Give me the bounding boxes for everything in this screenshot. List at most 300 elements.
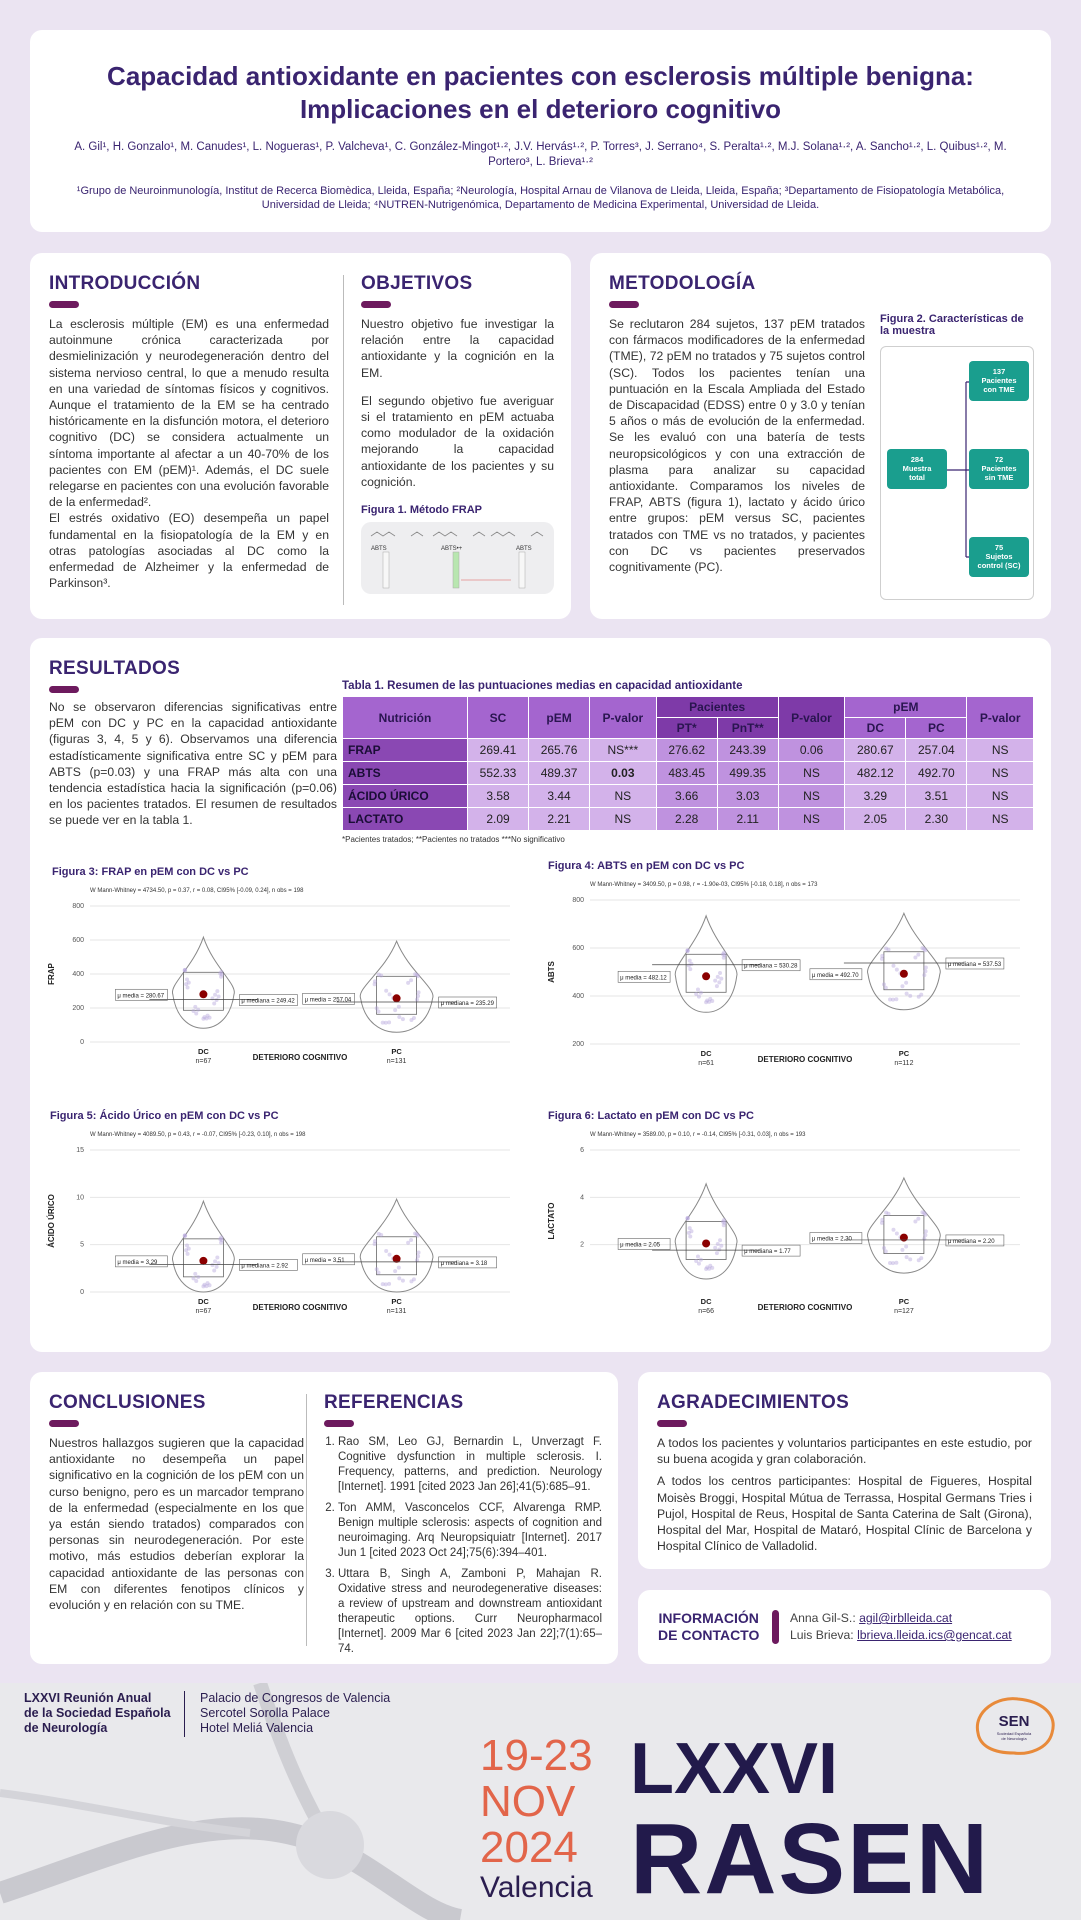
violin-shape: [675, 1184, 737, 1279]
agradecimientos-title: AGRADECIMIENTOS: [657, 1392, 850, 1413]
y-tick-label: 400: [72, 971, 84, 978]
x-axis-label: DETERIORO COGNITIVO: [252, 1053, 348, 1062]
table-cell: 257.04: [906, 739, 967, 762]
violin-shape: [172, 1201, 234, 1292]
data-point: [880, 957, 884, 961]
frap-method-figure: [361, 522, 554, 594]
y-tick-label: 10: [76, 1194, 84, 1202]
mean-point: [702, 972, 710, 980]
data-point: [193, 1005, 197, 1009]
reference-item: 3. Uttara B, Singh A, Zamboni P, Mahajan R. Oxidative stress and neurodegenerative diseases: a review of upstream and downstream antioxidant therapeutic options. Curr Neuropharmacol [Internet]. 2009 Mar 6 [cited 2023 Jan 22];7(1):65–74.: [338, 1567, 602, 1657]
data-point: [721, 1220, 725, 1224]
column-divider: [306, 1394, 307, 1646]
box-sin-tme: 72 Pacientes sin TME: [969, 449, 1029, 489]
data-point: [694, 992, 698, 996]
title-bar: [657, 1420, 687, 1427]
sample-diagram: [880, 346, 1034, 600]
table-cell: 3.29: [845, 785, 906, 808]
data-point: [719, 977, 723, 981]
n-label: n=112: [894, 1060, 914, 1067]
data-point: [406, 981, 410, 985]
y-tick-label: 200: [572, 1041, 584, 1048]
data-point: [186, 986, 190, 990]
data-point: [387, 1282, 391, 1286]
plot-frap-svg: [40, 878, 530, 1090]
data-point: [212, 1269, 216, 1273]
y-tick-label: 600: [72, 937, 84, 944]
data-point: [891, 1228, 895, 1232]
data-point: [196, 1008, 200, 1012]
row-label: ABTS: [343, 762, 468, 785]
table-title: Tabla 1. Resumen de las puntuaciones medias en capacidad antioxidante: [342, 680, 743, 692]
table-cell: 2.28: [656, 808, 717, 831]
plot-frap: [40, 866, 530, 1098]
objetivos-title: OBJETIVOS: [361, 273, 473, 294]
plot-abts: [540, 860, 1040, 1098]
data-point: [218, 972, 222, 976]
table-cell: 265.76: [529, 739, 590, 762]
data-point: [884, 1249, 888, 1253]
n-label: n=127: [894, 1308, 914, 1315]
reference-item: 2. Ton AMM, Vasconcelos CCF, Alvarenga RMP. Benign multiple sclerosis: aspects of cognition and neuroimaging. Arq Neuropsiquiatr [Internet]. 2017 Jun 1 [cited 2023 Oct 24];75(6):394–401.: [338, 1501, 602, 1561]
intro-p1: La esclerosis múltiple (EM) es una enfermedad autoinmune crónica caracterizada por desmielinización y neurodegeneración dentro del sistema nervioso central, lo que a menudo resulta en una variedad de síntomas físicos y cognitivos. Aunque el tratamiento de la EM se ha centrado históricamente en la disfunción motora, el deterioro cognitivo (DC) se considera actualmente un síntoma importante al afectar a un 40-70% de los pacientes con EM (pEM)¹. Además, el DC suele relegarse en pacientes con una evolución favorable de la enfermedad².: [49, 317, 329, 510]
mean-point: [702, 1239, 710, 1247]
data-point: [409, 1279, 413, 1283]
data-point: [884, 986, 888, 990]
data-point: [388, 1253, 392, 1257]
data-point: [713, 1246, 717, 1250]
fig1-label-2: ABTS•+: [441, 546, 463, 553]
y-tick-label: 800: [572, 897, 584, 904]
data-point: [694, 1259, 698, 1263]
data-point: [401, 1017, 405, 1021]
agradecimientos-p2: A todos los centros participantes: Hospital de Figueres, Hospital Moisès Broggi, Hospital Mútua de Terrassa, Hospital Germans Tries i Pujol, Hospital de Reus, Hospital de Santa Caterina de Salt (Girona), Hospital del Mar, Hospital de Mataró, Hospital Clínic de Barcelona y Hospital Clínico de Valladolid.: [657, 1474, 1032, 1554]
mean-point: [199, 1257, 207, 1265]
y-axis-label: ÁCIDO ÚRICO: [47, 1194, 56, 1248]
mean-point: [199, 990, 207, 998]
mean-point: [393, 994, 401, 1002]
data-point: [718, 971, 722, 975]
table-cell: 0.06: [778, 739, 845, 762]
th-pem: pEM: [529, 697, 590, 739]
header-card: [30, 30, 1051, 232]
data-point: [416, 1234, 420, 1238]
category-label: DC: [700, 1049, 712, 1058]
data-point: [415, 998, 419, 1002]
table-cell: 276.62: [656, 739, 717, 762]
th-dc: DC: [845, 718, 906, 739]
box-tme: 137 Pacientes con TME: [969, 361, 1029, 401]
data-point: [710, 1266, 714, 1270]
violin-shape: [868, 913, 941, 1009]
x-axis-label: DETERIORO COGNITIVO: [757, 1303, 853, 1312]
data-point: [721, 952, 725, 956]
references-list: [324, 1435, 602, 1657]
fig2-title: Figura 2. Características de la muestra: [880, 313, 1024, 337]
stat-label: W Mann-Whitney = 4734.50, p = 0.37, r = 0.08, CI95% [-0.09, 0.24], n obs = 198: [90, 888, 304, 894]
data-point: [913, 955, 917, 959]
table-cell: 499.35: [717, 762, 778, 785]
y-tick-label: 4: [580, 1194, 584, 1202]
title-bar: [609, 301, 639, 308]
plot-abts-svg: [540, 872, 1040, 1092]
median-label: μ mediana = 537.53: [947, 961, 1002, 968]
column-divider: [343, 275, 344, 605]
data-point: [377, 1010, 381, 1014]
title-bar: [49, 1420, 79, 1427]
contact-label: INFORMACIÓN DE CONTACTO: [658, 1610, 760, 1643]
table-cell: 0.03: [590, 762, 657, 785]
data-point: [208, 1283, 212, 1287]
data-point: [894, 997, 898, 1001]
data-point: [923, 969, 927, 973]
objetivos-p2: El segundo objetivo fue averiguar si el tratamiento en pEM actuaba como modulador de la oxidación mejorando la capacidad antioxidante de los pacientes y su cognición.: [361, 393, 554, 489]
data-point: [924, 965, 928, 969]
median-label: μ mediana = 1.77: [744, 1249, 791, 1256]
data-point: [202, 1015, 206, 1019]
data-point: [905, 1255, 909, 1259]
data-point: [916, 953, 920, 957]
conclusiones-text: Nuestros hallazgos sugieren que la capacidad antioxidante no desempeña un papel significativo en la cognición de los pEM con un curso benigno, pero es un marcador temprano de la enfermedad (especialmente en los que ya están siendo tratados) comparados con personas sin neurodegeneración. Por este motivo, más estudios deberían explorar la capacidad antioxidante de las personas con EM con diferentes fenotipos clínicos y evolución y en relación con su TME.: [49, 1436, 304, 1613]
contact-1: Anna Gil-S.: agil@irblleida.cat: [790, 1611, 953, 1625]
median-label: μ mediana = 530.28: [744, 963, 798, 970]
data-point: [884, 1211, 888, 1215]
category-label: PC: [898, 1297, 910, 1306]
poster-title: Capacidad antioxidante en pacientes con esclerosis múltiple benigna: Implicaciones en el deterioro cognitivo: [107, 61, 974, 124]
median-label: μ mediana = 3.18: [440, 1260, 488, 1267]
data-point: [416, 994, 420, 998]
data-point: [900, 1248, 904, 1252]
agradecimientos-card: [638, 1372, 1051, 1569]
data-point: [387, 1020, 391, 1024]
resultados-card: [30, 638, 1051, 1352]
y-axis-label: ABTS: [547, 961, 556, 983]
data-point: [401, 1279, 405, 1283]
table-cell: 280.67: [845, 739, 906, 762]
fig1-title: Figura 1. Método FRAP: [361, 504, 482, 517]
data-point: [688, 967, 692, 971]
th-pacientes: Pacientes: [656, 697, 778, 718]
table-cell: 2.09: [468, 808, 529, 831]
metodologia-card: [590, 253, 1051, 619]
data-point: [699, 1258, 703, 1262]
category-label: DC: [197, 1047, 209, 1056]
data-point: [212, 1002, 216, 1006]
data-point: [215, 989, 219, 993]
data-point: [416, 1254, 420, 1258]
y-tick-label: 400: [572, 993, 584, 1000]
category-label: PC: [898, 1049, 910, 1058]
data-point: [922, 973, 926, 977]
data-point: [717, 980, 721, 984]
mean-point: [900, 1234, 908, 1242]
table-cell: NS: [967, 785, 1034, 808]
event-big-title: LXXVI RASEN: [630, 1729, 991, 1915]
table-row: [343, 785, 1034, 808]
fig1-label-3: ABTS: [516, 546, 532, 553]
data-point: [409, 1018, 413, 1022]
data-point: [384, 1249, 388, 1253]
data-point: [415, 1258, 419, 1262]
plot-title: Figura 4: ABTS en pEM con DC vs PC: [548, 860, 745, 872]
th-nutricion: Nutrición: [343, 697, 468, 739]
data-point: [715, 1251, 719, 1255]
data-point: [184, 982, 188, 986]
mean-label: μ media = 3.51: [304, 1257, 345, 1264]
table-cell: 482.12: [845, 762, 906, 785]
table-cell: NS: [778, 808, 845, 831]
table-cell: 3.51: [906, 785, 967, 808]
stat-label: W Mann-Whitney = 4089.50, p = 0.43, r = -0.07, CI95% [-0.23, 0.10], n obs = 198: [90, 1132, 306, 1138]
th-pc: PC: [906, 718, 967, 739]
data-point: [891, 964, 895, 968]
data-point: [904, 1244, 908, 1248]
y-tick-label: 0: [80, 1039, 84, 1046]
plot-title: Figura 6: Lactato en pEM con DC vs PC: [548, 1110, 754, 1122]
th-pnt: PnT**: [717, 718, 778, 739]
y-tick-label: 800: [72, 903, 84, 910]
table-cell: 3.66: [656, 785, 717, 808]
agradecimientos-p1: A todos los pacientes y voluntarios participantes en este estudio, por su buena acogida y gran colaboración.: [657, 1436, 1032, 1467]
contact-2: Luis Brieva: lbrieva.lleida.ics@gencat.cat: [790, 1628, 1012, 1642]
table-cell: 2.21: [529, 808, 590, 831]
data-point: [191, 1276, 195, 1280]
meeting-name: LXXVI Reunión Anual de la Sociedad Española de Neurología: [24, 1691, 171, 1735]
y-tick-label: 200: [72, 1005, 84, 1012]
email-link-brieva[interactable]: lbrieva.lleida.ics@gencat.cat: [857, 1628, 1012, 1642]
data-point: [397, 1005, 401, 1009]
data-point: [905, 992, 909, 996]
mean-label: μ media = 257.04: [304, 997, 352, 1004]
title-bar: [49, 301, 79, 308]
n-label: n=61: [698, 1060, 714, 1067]
category-label: PC: [391, 1297, 402, 1306]
data-point: [406, 1241, 410, 1245]
plot-urico-svg: [40, 1122, 530, 1340]
data-point: [215, 1256, 219, 1260]
data-point: [917, 1258, 921, 1262]
mean-label: μ media = 280.67: [117, 993, 165, 1000]
data-point: [393, 1008, 397, 1012]
results-table: [342, 696, 1034, 831]
mean-label: μ media = 482.12: [620, 975, 667, 982]
title-bar: [324, 1420, 354, 1427]
intro-title: INTRODUCCIÓN: [49, 273, 201, 294]
data-point: [409, 1238, 413, 1242]
data-point: [388, 992, 392, 996]
data-point: [409, 978, 413, 982]
table-cell: 489.37: [529, 762, 590, 785]
median-label: μ mediana = 249.42: [241, 998, 295, 1005]
y-axis-label: LACTATO: [547, 1202, 556, 1240]
data-point: [904, 981, 908, 985]
data-point: [894, 1261, 898, 1265]
violin-shape: [675, 916, 737, 1012]
data-point: [210, 1263, 214, 1267]
data-point: [917, 995, 921, 999]
title-bar: [361, 301, 391, 308]
data-point: [202, 1283, 206, 1287]
x-axis-label: DETERIORO COGNITIVO: [757, 1055, 853, 1064]
data-point: [183, 1233, 187, 1237]
data-point: [719, 1244, 723, 1248]
stat-label: W Mann-Whitney = 3409.50, p = 0.98, r = -1.90e-03, CI95% [-0.18, 0.18], n obs = 173: [590, 882, 818, 888]
box-total: 284 Muestra total: [887, 449, 947, 489]
venue: Palacio de Congresos de Valencia Sercotel Sorolla Palace Hotel Meliá Valencia: [200, 1691, 391, 1735]
data-point: [710, 999, 714, 1003]
data-point: [895, 1231, 899, 1235]
data-point: [696, 988, 700, 992]
row-label: ÁCIDO ÚRICO: [343, 785, 468, 808]
mean-label: μ media = 492.70: [811, 972, 859, 979]
event-dates: 19-23 NOV 2024 Valencia: [480, 1731, 593, 1904]
table-cell: NS: [967, 762, 1034, 785]
table-cell: 3.44: [529, 785, 590, 808]
n-label: n=131: [386, 1058, 407, 1065]
data-point: [923, 1233, 927, 1237]
violin-shape: [360, 1199, 433, 1292]
plot-title: Figura 5: Ácido Úrico en pEM con DC vs PC: [50, 1110, 279, 1122]
n-label: n=67: [195, 1058, 212, 1065]
table-footnote: *Pacientes tratados; **Pacientes no tratados ***No significativo: [342, 835, 565, 844]
median-label: μ mediana = 235.29: [440, 1001, 494, 1008]
data-point: [373, 1242, 377, 1246]
objetivos-p1: Nuestro objetivo fue investigar la relación entre la capacidad antioxidante y la cognición en la EM.: [361, 317, 554, 380]
data-point: [715, 984, 719, 988]
data-point: [213, 1259, 217, 1263]
table-cell: NS: [967, 739, 1034, 762]
sen-logo: SEN Sociedad Española de Neurología: [968, 1691, 1060, 1761]
table-cell: 492.70: [906, 762, 967, 785]
mean-label: μ media = 2.30: [811, 1236, 852, 1243]
th-pvalor: P-valor: [967, 697, 1034, 739]
data-point: [696, 1255, 700, 1259]
affiliations: ¹Grupo de Neuroinmunología, Institut de Recerca Biomèdica, Lleida, España; ²Neurología, Hospital Arnau de Vilanova de Lleida, Lleida, España; ³Departamento de Fisiopatología Metabólica, Universidad de Lleida; ⁴NUTREN-Nutrigenómica, Departamento de Medicina Experimental, Universidad de Lleida.: [76, 185, 1005, 211]
data-point: [913, 1220, 917, 1224]
y-axis-label: FRAP: [47, 963, 56, 985]
intro-card: [30, 253, 571, 619]
data-point: [417, 1251, 421, 1255]
table-row: [343, 762, 1034, 785]
table-cell: NS: [590, 808, 657, 831]
table-cell: 483.45: [656, 762, 717, 785]
plot-lactato-svg: [540, 1122, 1040, 1340]
table-cell: NS: [778, 762, 845, 785]
data-point: [716, 1242, 720, 1246]
y-tick-label: 5: [80, 1241, 84, 1249]
data-point: [393, 1269, 397, 1273]
table-cell: 269.41: [468, 739, 529, 762]
data-point: [713, 979, 717, 983]
data-point: [208, 1016, 212, 1020]
table-cell: NS: [967, 808, 1034, 831]
category-label: PC: [391, 1047, 402, 1056]
n-label: n=131: [386, 1308, 407, 1315]
data-point: [900, 984, 904, 988]
data-point: [884, 946, 888, 950]
data-point: [718, 1238, 722, 1242]
data-point: [882, 982, 886, 986]
median-label: μ mediana = 2.92: [241, 1263, 289, 1270]
data-point: [699, 991, 703, 995]
plot-title: Figura 3: FRAP en pEM con DC vs PC: [52, 866, 249, 878]
data-point: [375, 1267, 379, 1271]
data-point: [218, 1237, 222, 1241]
data-point: [217, 994, 221, 998]
data-point: [923, 1212, 927, 1216]
data-point: [397, 1276, 401, 1280]
data-point: [183, 968, 187, 972]
data-point: [377, 1232, 381, 1236]
data-point: [215, 998, 219, 1002]
th-sc: SC: [468, 697, 529, 739]
data-point: [923, 948, 927, 952]
table-cell: 2.11: [717, 808, 778, 831]
data-point: [417, 990, 421, 994]
data-point: [416, 974, 420, 978]
violin-shape: [360, 941, 433, 1032]
data-point: [924, 1229, 928, 1233]
mean-label: μ media = 2.05: [620, 1242, 661, 1249]
stat-label: W Mann-Whitney = 3589.00, p = 0.10, r = -0.14, CI95% [-0.31, 0.03], n obs = 193: [590, 1132, 806, 1138]
data-point: [880, 1221, 884, 1225]
table-cell: NS: [778, 785, 845, 808]
data-point: [397, 1266, 401, 1270]
reference-item: 1. Rao SM, Leo GJ, Bernardin L, Unverzagt F. Cognitive dysfunction in multiple sclerosis. I. Frequency, patterns, and prediction. Neurology [Internet]. 1991 [cited 2023 Jan 26];41(5):685–91.: [338, 1435, 602, 1495]
data-point: [908, 1257, 912, 1261]
box-sc: 75 Sujetos control (SC): [969, 537, 1029, 577]
data-point: [716, 975, 720, 979]
data-point: [215, 1265, 219, 1269]
mean-point: [900, 970, 908, 978]
data-point: [916, 1217, 920, 1221]
footer-banner: [0, 1683, 1081, 1920]
data-point: [191, 1009, 195, 1013]
data-point: [908, 994, 912, 998]
violin-shape: [172, 937, 234, 1028]
th-pvalor: P-valor: [590, 697, 657, 739]
data-point: [213, 993, 217, 997]
table-cell: 2.05: [845, 808, 906, 831]
y-tick-label: 0: [80, 1289, 84, 1296]
data-point: [373, 982, 377, 986]
th-pt: PT*: [656, 718, 717, 739]
table-cell: 2.30: [906, 808, 967, 831]
y-tick-label: 6: [580, 1147, 584, 1154]
footer-divider: [184, 1691, 185, 1737]
data-point: [895, 968, 899, 972]
n-label: n=67: [195, 1308, 212, 1315]
table-cell: 243.39: [717, 739, 778, 762]
metodologia-text: Se reclutaron 284 sujetos, 137 pEM tratados con fármacos modificadores de la enfermedad (TME), 72 pEM no tratados y 75 sujetos control (SC). Todos los pacientes tenían una puntuación en la Escala Ampliada del Estado de Discapacidad (EDSS) entre 0 y 3.0 y tenían 5 años o más de evolución de la enfermedad. Se les evaluó con una batería de tests neuropsicológicos y con una extracción de plasma para analizar su capacidad antioxidante. Comparamos los niveles de FRAP, ABTS (figura 1), lactato y ácido úrico entre grupos: pEM versus SC, pacientes tratados con TME vs no tratados, y pacientes con DC vs pacientes preservados cognitivamente (PC).: [609, 317, 865, 575]
data-point: [686, 1216, 690, 1220]
category-label: DC: [197, 1297, 209, 1306]
y-tick-label: 600: [572, 945, 584, 952]
row-label: FRAP: [343, 739, 468, 762]
table-row: [343, 739, 1034, 762]
data-point: [196, 1275, 200, 1279]
intro-p2: El estrés oxidativo (EO) desempeña un papel fundamental en la fisiopatología de la EM y en otras patologías asociadas al DC como la enfermedad de Alzheimer y la enfermedad de Parkinson³.: [49, 511, 329, 591]
violin-shape: [868, 1178, 941, 1273]
y-tick-label: 2: [580, 1241, 584, 1249]
plot-acido-urico: [40, 1110, 530, 1346]
data-point: [687, 1231, 691, 1235]
email-link-gil[interactable]: agil@irblleida.cat: [859, 1611, 953, 1625]
row-label: LACTATO: [343, 808, 468, 831]
data-point: [705, 1265, 709, 1269]
data-point: [717, 1248, 721, 1252]
data-point: [686, 948, 690, 952]
